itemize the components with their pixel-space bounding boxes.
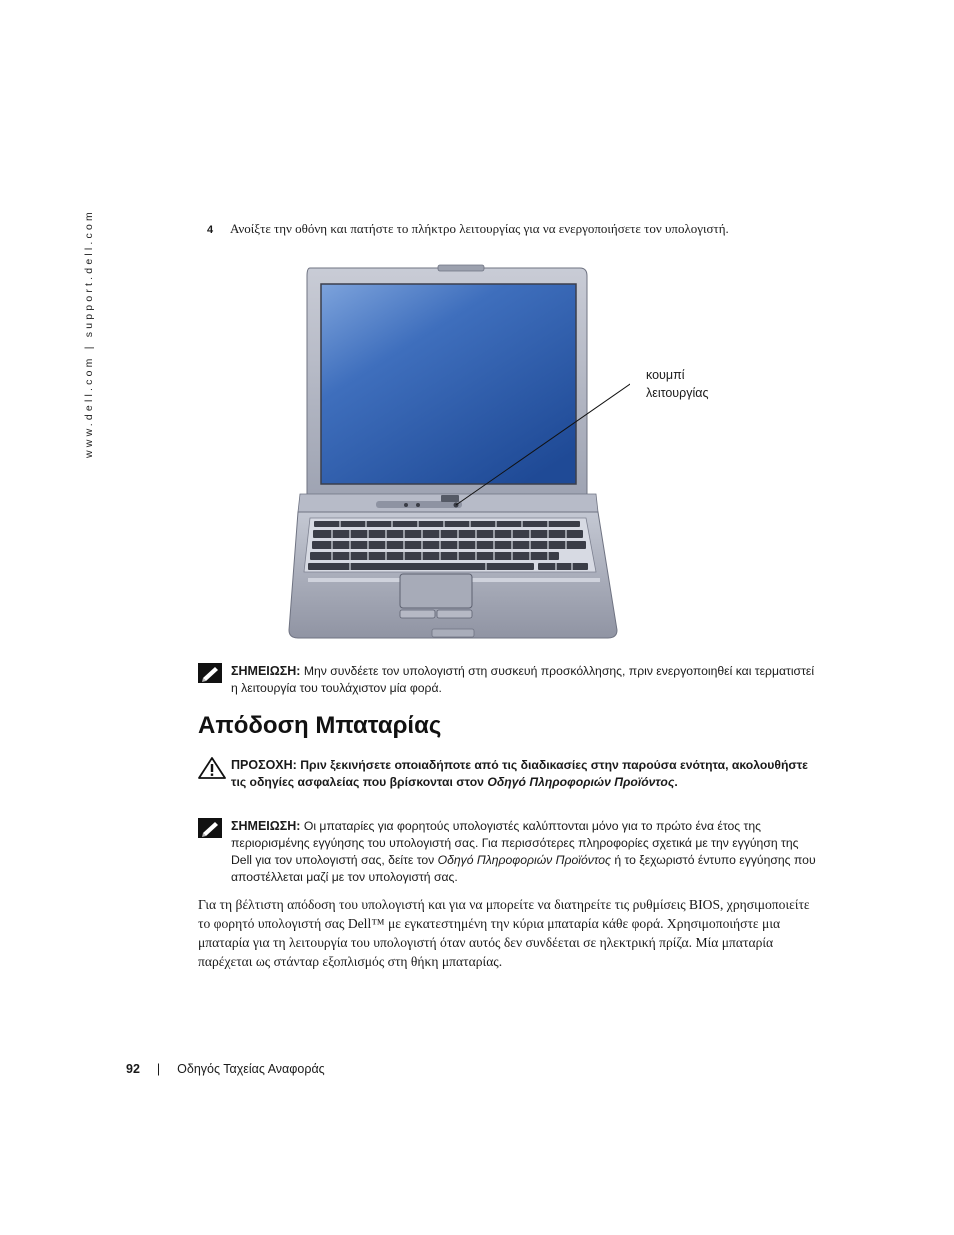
dell-logo [441, 495, 459, 502]
step-number: 4 [207, 224, 214, 236]
laptop-base [289, 512, 617, 638]
control-strip [298, 494, 598, 512]
touchpad [400, 574, 472, 608]
power-button-callout [646, 366, 709, 402]
note-doc-ref: Οδηγό Πληροφοριών Προϊόντος [437, 853, 611, 867]
footer-title: Οδηγός Ταχείας Αναφοράς [177, 1062, 325, 1076]
footer-separator: | [156, 1062, 161, 1076]
note-label: ΣΗΜΕΙΩΣΗ: [231, 819, 301, 833]
note-label: ΣΗΜΕΙΩΣΗ: [231, 664, 301, 678]
caution-label: ΠΡΟΣΟΧΗ: [231, 758, 297, 772]
note-pencil-icon [198, 663, 222, 688]
note-text: Οι μπαταρίες για φορητούς υπολογιστές καλύπτονται μόνο για το πρώτο ένα έτος της περιορισμένης εγγύησης του υπολογιστή σας. Για περισσότερες πληροφορίες σχετικά με την εγγύηση της Dell για τον υπολογιστή σας, δείτε τον [231, 819, 799, 867]
section-title: Απόδοση Μπαταρίας [198, 712, 442, 739]
page-footer [126, 1062, 325, 1076]
note-pencil-icon [198, 818, 222, 843]
callout-line-1: κουμπί [646, 368, 685, 382]
caution-doc-ref: Οδηγό Πληροφοριών Προϊόντος [487, 775, 675, 789]
laptop-illustration [280, 262, 630, 647]
battery-paragraph: Για τη βέλτιστη απόδοση του υπολογιστή και για να μπορείτε να διατηρείτε τις ρυθμίσεις BIOS, χρησιμοποιείτε το φορητό υπολογιστή σας Dell™ με εγκατεστημένη την κύρια μπαταρία κάθε φορά. Χρησιμοποιήστε μια μπαταρία για τη λειτουργία του υπολογιστή όταν αυτός δεν συνδέεται σε ηλεκτρική πρίζα. Μία μπαταρία παρέχεται ως στάνταρ εξοπλισμός στη θήκη μπαταρίας. [198, 897, 810, 969]
laptop-lid [307, 265, 587, 498]
page-number: 92 [126, 1062, 140, 1076]
laptop-screen [321, 284, 576, 484]
caution-text-end: . [674, 775, 678, 789]
caution-text: Πριν ξεκινήσετε οποιαδήποτε από τις διαδικασίες στην παρούσα ενότητα, ακολουθήστε τις οδηγίες ασφαλείας που βρίσκονται στον [231, 758, 808, 789]
note-text: Μην συνδέετε τον υπολογιστή στη συσκευή προσκόλλησης, πριν ενεργοποιηθεί και τερματιστεί η λειτουργία του τουλάχιστον μία φορά. [231, 664, 815, 695]
callout-line-2: λειτουργίας [646, 386, 709, 400]
side-url: www.dell.com | support.dell.com [83, 209, 95, 458]
warning-triangle-icon [198, 757, 226, 784]
step-text: Ανοίξτε την οθόνη και πατήστε το πλήκτρο λειτουργίας για να ενεργοποιήσετε τον υπολογιστή. [230, 221, 729, 236]
note-text-end: ή το ξεχωριστό έντυπο εγγύησης που αποστέλλεται μαζί με τον υπολογιστή σας. [231, 853, 816, 884]
